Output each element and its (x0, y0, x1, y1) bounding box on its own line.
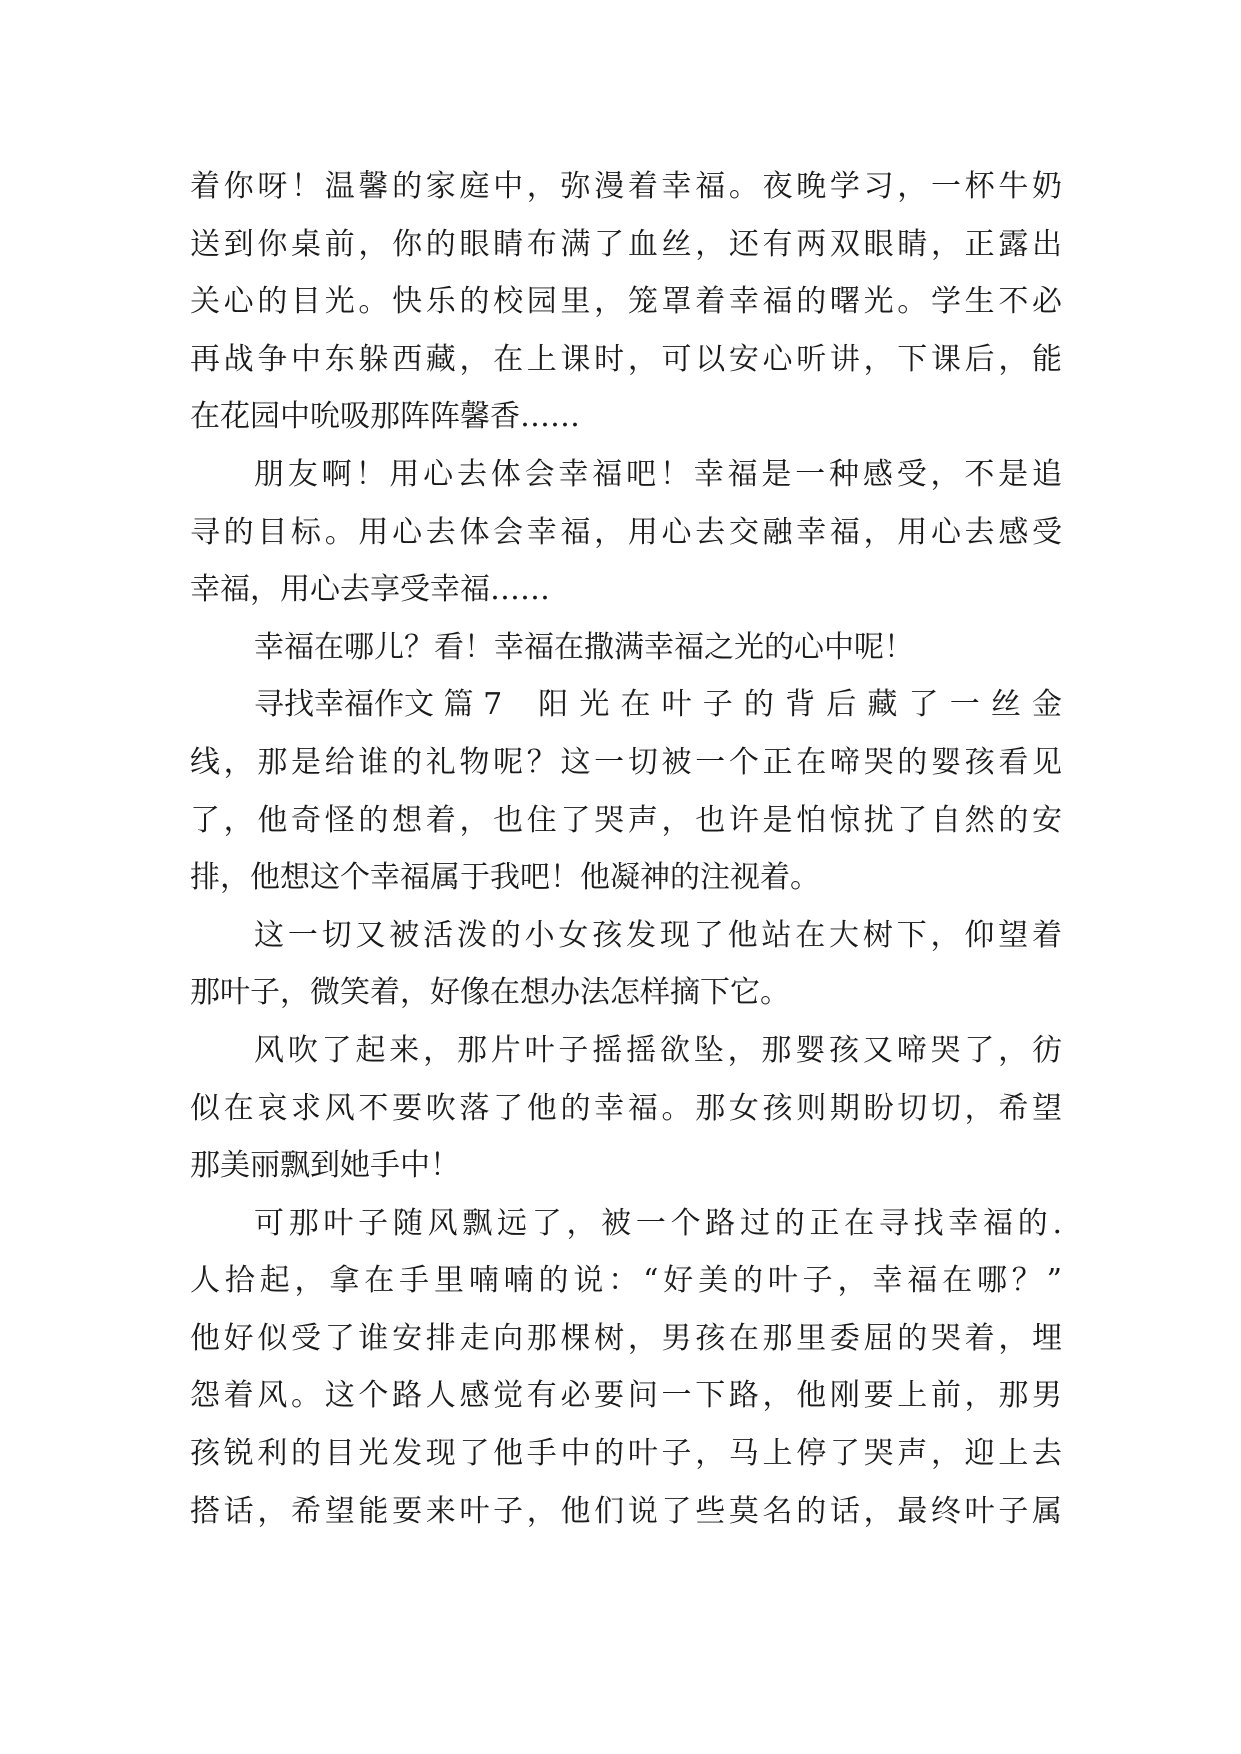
text-line: 着你呀！温馨的家庭中，弥漫着幸福。夜晚学习，一杯牛奶 (190, 169, 1062, 204)
text-line: 那美丽飘到她手中！ (190, 1148, 460, 1184)
text-line: 风吹了起来，那片叶子摇摇欲坠，那婴孩又啼哭了，彷 (254, 1032, 1062, 1068)
text-line: 那叶子，微笑着，好像在想办法怎样摘下它。 (190, 975, 790, 1011)
text-line: 幸福，用心去享受幸福…… (190, 572, 550, 608)
text-line: 在花园中吮吸那阵阵馨香…… (190, 399, 580, 435)
text-line: 怨着风。这个路人感觉有必要问一下路，他刚要上前，那男 (190, 1378, 1062, 1414)
essay-heading-line (190, 676, 1062, 734)
essay-first-line: 阳光在叶子的背后藏了一丝金 (538, 687, 1062, 723)
essay-title: 寻找幸福作文 篇 7 (254, 687, 503, 723)
text-line: 人拾起，拿在手里喃喃的说：“好美的叶子，幸福在哪？” (190, 1263, 1062, 1299)
text-line: 线，那是给谁的礼物呢？这一切被一个正在啼哭的婴孩看见 (190, 744, 1062, 780)
text-line: 幸福在哪儿？看！幸福在撒满幸福之光的心中呢！ (254, 629, 914, 665)
text-line: 他好似受了谁安排走向那棵树，男孩在那里委屈的哭着，埋 (190, 1320, 1062, 1356)
text-line: 关心的目光。快乐的校园里，笼罩着幸福的曙光。学生不必 (190, 284, 1062, 320)
text-block-after (190, 734, 1062, 1540)
text-line: 似在哀求风不要吹落了他的幸福。那女孩则期盼切切，希望 (190, 1090, 1062, 1126)
text-line: 搭话，希望能要来叶子，他们说了些莫名的话，最终叶子属 (190, 1493, 1062, 1529)
document-page (190, 158, 1062, 1540)
text-line: 可那叶子随风飘远了，被一个路过的正在寻找幸福的. (254, 1205, 1062, 1241)
text-block-before (190, 158, 1062, 676)
text-line: 了，他奇怪的想着，也住了哭声，也许是怕惊扰了自然的安 (190, 802, 1062, 838)
text-line: 再战争中东躲西藏，在上课时，可以安心听讲，下课后，能 (190, 341, 1062, 377)
text-line: 送到你桌前，你的眼睛布满了血丝，还有两双眼睛，正露出 (190, 226, 1062, 262)
text-line: 孩锐利的目光发现了他手中的叶子，马上停了哭声，迎上去 (190, 1436, 1062, 1472)
text-line: 排，他想这个幸福属于我吧！他凝神的注视着。 (190, 860, 820, 896)
text-line: 寻的目标。用心去体会幸福，用心去交融幸福，用心去感受 (190, 514, 1062, 550)
text-line: 这一切又被活泼的小女孩发现了他站在大树下，仰望着 (254, 917, 1062, 953)
text-line: 朋友啊！用心去体会幸福吧！幸福是一种感受，不是追 (254, 456, 1062, 492)
